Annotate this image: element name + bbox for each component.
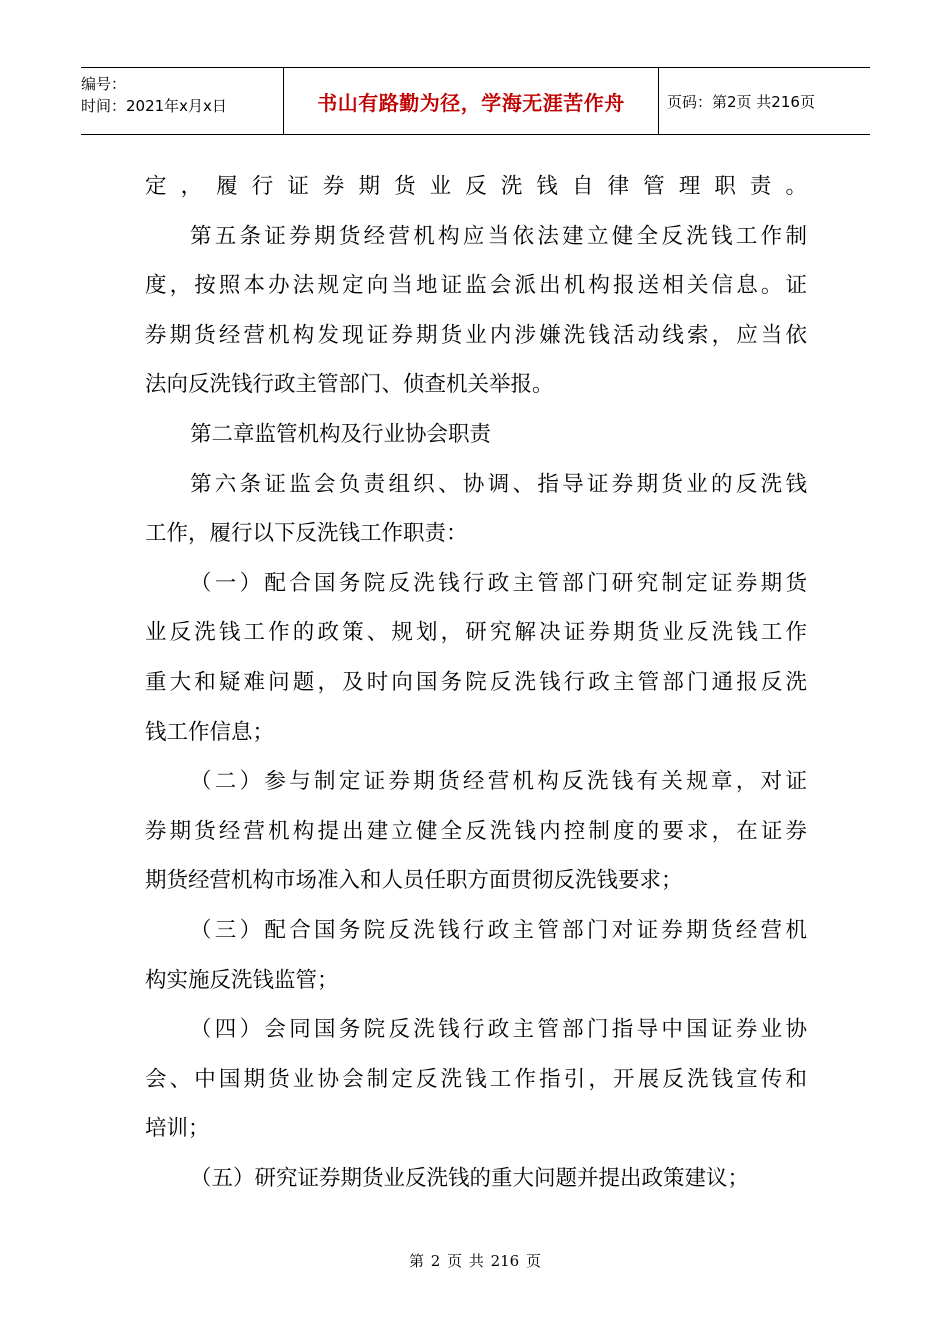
- page-header: [81, 67, 870, 135]
- text-line: 重大和疑难问题，及时向国务院反洗钱行政主管部门通报反洗: [145, 669, 807, 695]
- text-line: （一）配合国务院反洗钱行政主管部门研究制定证券期货: [190, 570, 807, 596]
- text-line: （三）配合国务院反洗钱行政主管部门对证券期货经营机: [190, 917, 807, 943]
- text-line: 度，按照本办法规定向当地证监会派出机构报送相关信息。证: [145, 273, 807, 299]
- document-body: [145, 162, 807, 1203]
- text-line: 法向反洗钱行政主管部门、侦查机关举报。: [145, 372, 554, 398]
- header-page-info: 页码：第2页 共216页: [667, 92, 815, 111]
- text-line: 第六条证监会负责组织、协调、指导证券期货业的反洗钱: [190, 471, 807, 497]
- time-label: 时间：2021年x月x日: [81, 97, 227, 115]
- text-line: 培训；: [145, 1116, 210, 1142]
- text-line: 会、中国期货业协会制定反洗钱工作指引，开展反洗钱宣传和: [145, 1066, 807, 1092]
- chapter-heading: 第二章监管机构及行业协会职责: [190, 421, 492, 447]
- page-footer: 第 2 页 共 216 页: [408, 1252, 541, 1270]
- header-motto: 书山有路勤为径，学海无涯苦作舟: [284, 68, 659, 134]
- text-line: 业反洗钱工作的政策、规划，研究解决证券期货业反洗钱工作: [145, 620, 807, 646]
- number-label: 编号：: [81, 75, 127, 93]
- text-line: 工作，履行以下反洗钱工作职责：: [145, 521, 468, 547]
- text-line: （五）研究证券期货业反洗钱的重大问题并提出政策建议；: [190, 1165, 750, 1191]
- text-line: （二）参与制定证券期货经营机构反洗钱有关规章，对证: [190, 769, 807, 795]
- text-line: 构实施反洗钱监管；: [145, 967, 339, 993]
- text-line: 钱工作信息；: [145, 719, 275, 745]
- text-line: （四）会同国务院反洗钱行政主管部门指导中国证券业协: [190, 1017, 807, 1043]
- text-line: 期货经营机构市场准入和人员任职方面贯彻反洗钱要求；: [145, 868, 683, 894]
- header-meta: [81, 68, 284, 134]
- text-line: 定，履行证券期货业反洗钱自律管理职责。: [145, 174, 807, 199]
- text-line: 券期货经营机构发现证券期货业内涉嫌洗钱活动线索，应当依: [145, 322, 807, 348]
- text-line: 第五条证券期货经营机构应当依法建立健全反洗钱工作制: [190, 223, 807, 249]
- text-line: 券期货经营机构提出建立健全反洗钱内控制度的要求，在证券: [145, 818, 807, 844]
